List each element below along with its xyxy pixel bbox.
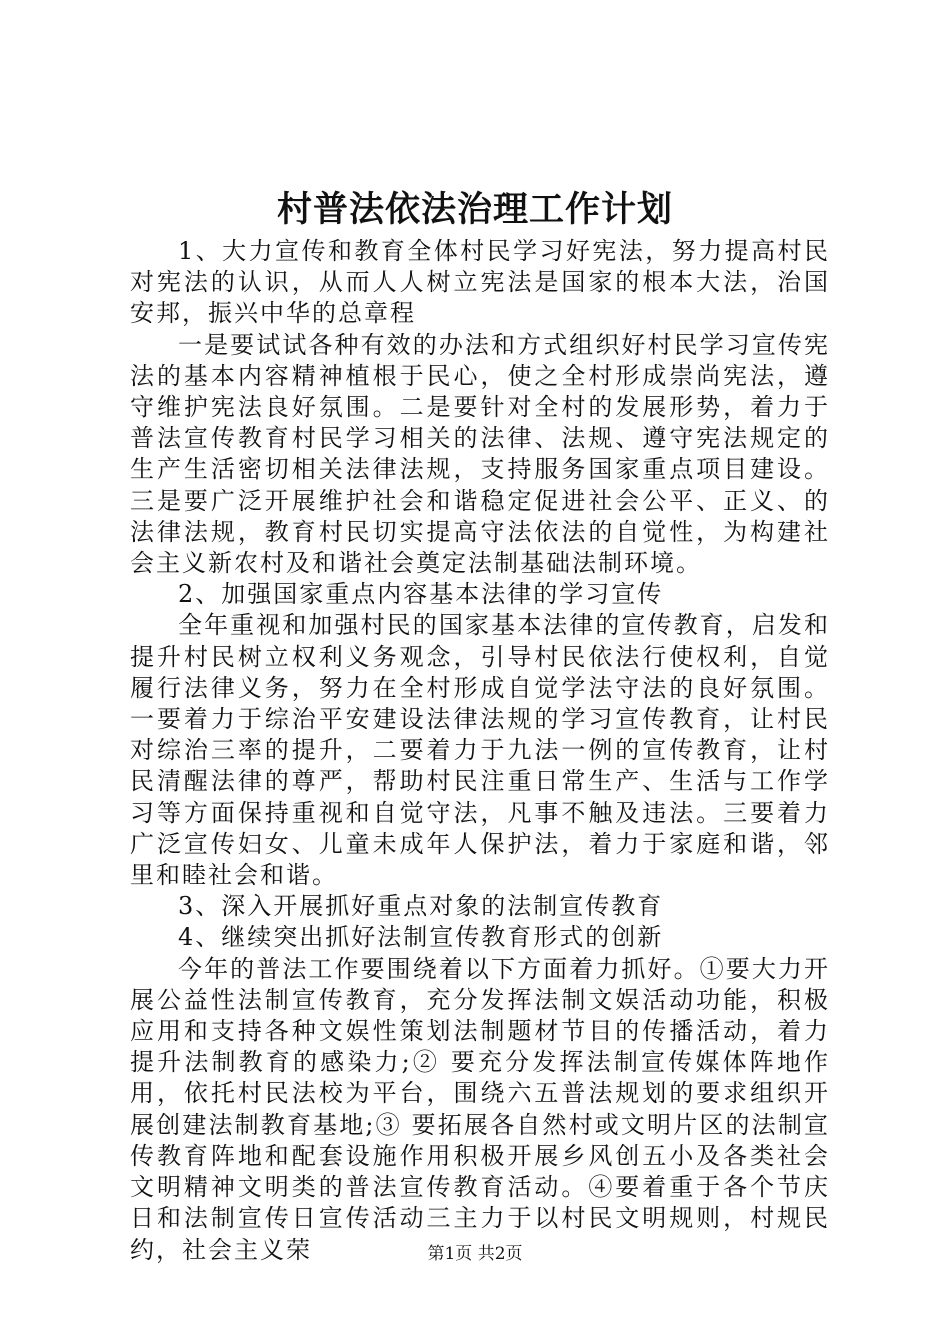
paragraph-7: 今年的普法工作要围绕着以下方面着力抓好。①要大力开展公益性法制宣传教育，充分发挥法制文娱活动功能，积极应用和支持各种文娱性策划法制题材节目的传播活动，着力提升法制教育的感染力;② 要充分发挥法制宣传媒体阵地作用，依托村民法校为平台，围绕六五普法规划的要求组织开展创建法制教育基地;③ 要拓展各自然村或文明片区的法制宣传教育阵地和配套设施作用积极开展乡风创五小及各类社会文明精神文明类的普法宣传教育活动。④要着重于各个节庆日和法制宣传日宣传活动三主力于以村民文明规则，村规民约，社会主义荣 — [130, 954, 830, 1264]
paragraph-1: 1、大力宣传和教育全体村民学习好宪法，努力提高村民对宪法的认识，从而人人树立宪法是国家的根本大法，治国安邦，振兴中华的总章程 — [130, 237, 830, 328]
paragraph-4: 全年重视和加强村民的国家基本法律的宣传教育，启发和提升村民树立权利义务观念，引导村民依法行使权利，自觉履行法律义务，努力在全村形成自觉学法守法的良好氛围。一要着力于综治平安建设法律法规的学习宣传教育，让村民对综治三率的提升，二要着力于九法一例的宣传教育，让村民清醒法律的尊严，帮助村民注重日常生产、生活与工作学习等方面保持重视和自觉守法，凡事不触及违法。三要着力广泛宣传妇女、儿童未成年人保护法，着力于家庭和谐，邻里和睦社会和谐。 — [130, 611, 830, 890]
page-footer: 第1页 共2页 — [427, 1244, 523, 1264]
document-title: 村普法依法治理工作计划 — [276, 189, 673, 230]
paragraph-3: 2、加强国家重点内容基本法律的学习宣传 — [178, 580, 664, 609]
paragraph-5: 3、深入开展抓好重点对象的法制宣传教育 — [178, 892, 664, 921]
document-body — [130, 236, 830, 1266]
paragraph-6: 4、继续突出抓好法制宣传教育形式的创新 — [178, 923, 664, 952]
paragraph-2: 一是要试试各种有效的办法和方式组织好村民学习宣传宪法的基本内容精神植根于民心，使之全村形成崇尚宪法，遵守维护宪法良好氛围。二是要针对全村的发展形势，着力于普法宣传教育村民学习相关的法律、法规、遵守宪法规定的生产生活密切相关法律法规，支持服务国家重点项目建设。三是要广泛开展维护社会和谐稳定促进社会公平、正义、的法律法规，教育村民切实提高守法依法的自觉性，为构建社会主义新农村及和谐社会奠定法制基础法制环境。 — [130, 330, 830, 578]
